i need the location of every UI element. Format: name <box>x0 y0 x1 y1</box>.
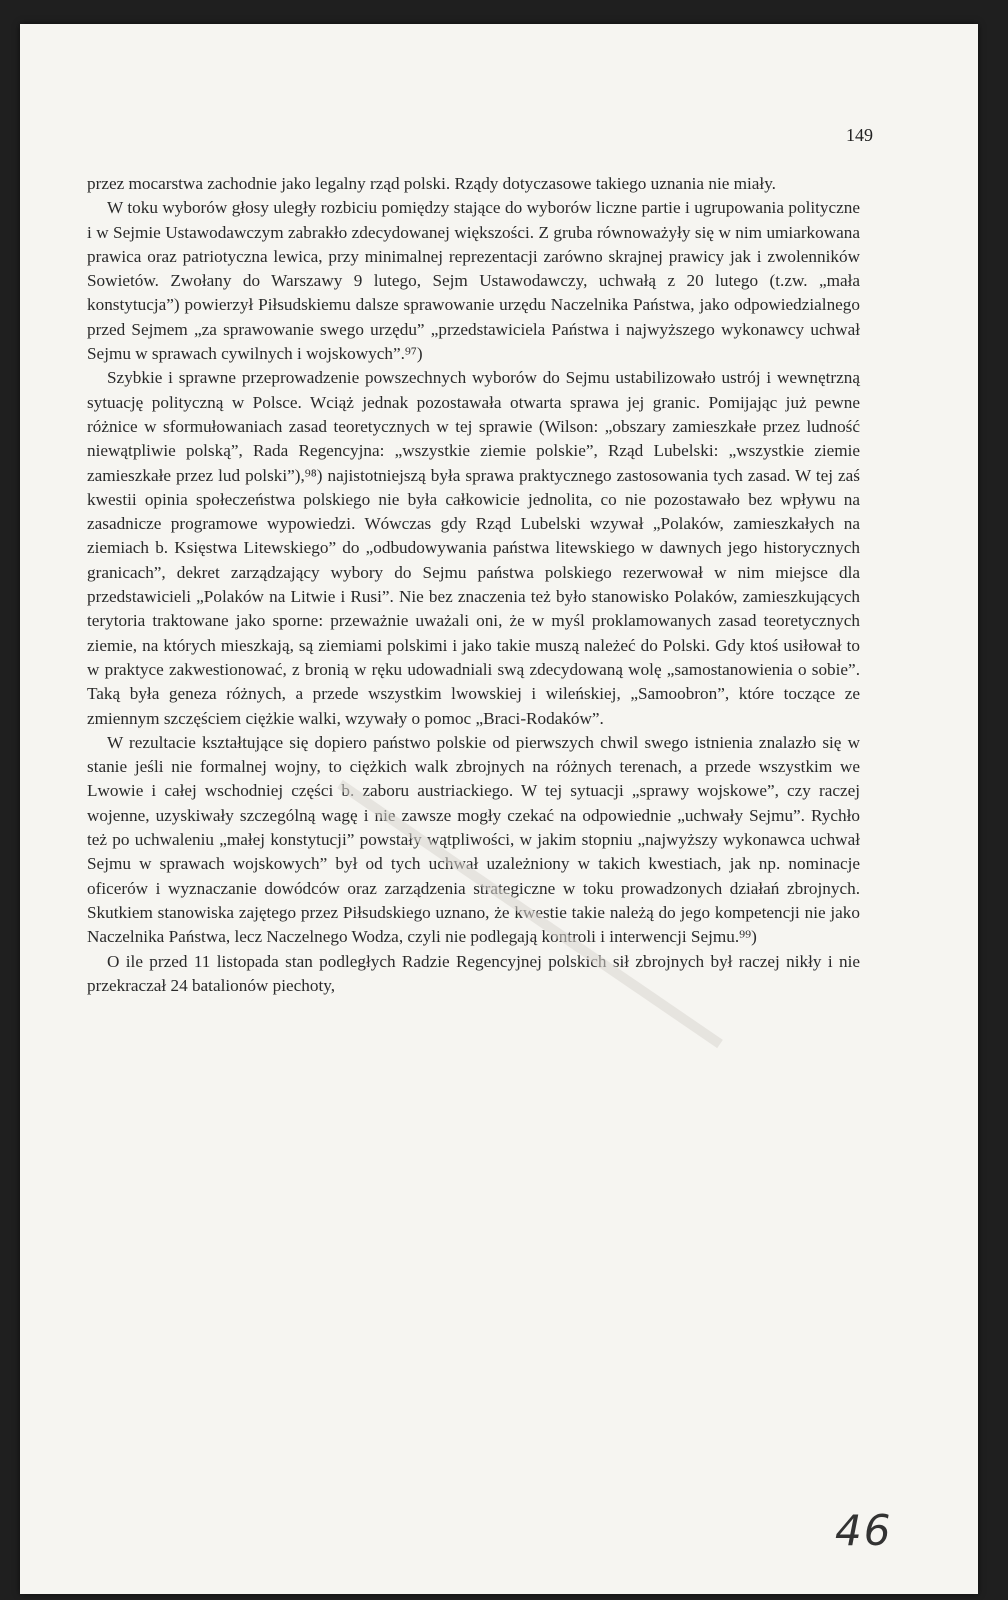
page-number: 149 <box>846 125 873 145</box>
handwritten-note: 46 <box>835 1506 893 1555</box>
document-page <box>20 24 978 1594</box>
paragraph-2: W toku wyborów głosy uległy rozbiciu pomiędzy stające do wyborów liczne partie i ugrupowania polityczne i w Sejmie Ustawodawczym zabrakło zdecydowanej większości. Z gruba równoważyły się w nim umiarkowana prawica oraz patriotyczna lewica, przy minimalnej reprezentacji zarówno skrajnej prawicy jak i zwolenników Sowietów. Zwołany do Warszawy 9 lutego, Sejm Ustawodawczy, uchwałą z 20 lutego (t.zw. „mała konstytucja”) powierzył Piłsudskiemu dalsze sprawowanie urzędu Naczelnika Państwa, jako odpowiedzialnego przed Sejmem „za sprawowanie swego urzędu” „przedstawiciela Państwa i najwyższego wykonawcy uchwał Sejmu w sprawach cywilnych i wojskowych”.⁹⁷) <box>87 198 860 364</box>
paragraph-4: W rezultacie kształtujące się dopiero państwo polskie od pierwszych chwil swego istnienia znalazło się w stanie jeśli nie formalnej wojny, to ciężkich walk zbrojnych na różnych terenach, a przede wszystkim we Lwowie i całej wschodniej części b. zaboru austriackiego. W tej sytuacji „sprawy wojskowe”, czy raczej wojenne, uzyskiwały szczególną wagę i nie zawsze mogły czekać na odpowiednie „uchwały Sejmu”. Rychło też po uchwaleniu „małej konstytucji” powstały wątpliwości, w jakim stopniu „najwyższy wykonawca uchwał Sejmu w sprawach wojskowych” był od tych uchwał uzależniony w takich kwestiach, jak np. nominacje oficerów i wyznaczanie dowódców oraz zarządzenia strategiczne w toku prowadzonych działań zbrojnych. Skutkiem stanowiska zajętego przez Piłsudskiego uznano, że kwestie takie należą do jego kompetencji nie jako Naczelnika Państwa, lecz Naczelnego Wodza, czyli nie podlegają kontroli i interwencji Sejmu.⁹⁹) <box>87 732 860 947</box>
paragraph-5: O ile przed 11 listopada stan podległych Radzie Regencyjnej polskich sił zbrojnych był raczej nikły i nie przekraczał 24 batalionów piechoty, <box>87 951 860 995</box>
paragraph-3: Szybkie i sprawne przeprowadzenie powszechnych wyborów do Sejmu ustabilizowało ustrój i wewnętrzną sytuację polityczną w Polsce. Wciąż jednak pozostawała otwarta sprawa jej granic. Pomijając już pewne różnice w sformułowaniach zasad teoretycznych w tej sprawie (Wilson: „obszary zamieszkałe przez ludność niewątpliwie polską”, Rada Regencyjna: „wszystkie ziemie polskie”, Rząd Lubelski: „wszystkie ziemie zamieszkałe przez lud polski”),⁹⁸) najistotniejszą była sprawa praktycznego zastosowania tych zasad. W tej zaś kwestii opinia społeczeństwa polskiego nie była całkowicie jednolita, co nie pozostawało bez wpływu na zasadnicze programowe wypowiedzi. Wówczas gdy Rząd Lubelski wzywał „Polaków, zamieszkałych na ziemiach b. Księstwa Litewskiego” do „odbudowywania państwa litewskiego w dawnych jego historycznych granicach”, dekret zarządzający wybory do Sejmu państwa polskiego rezerwował w nim miejsce dla przedstawicieli „Polaków na Litwie i Rusi”. Nie bez znaczenia też było stanowisko Polaków, zamieszkujących terytoria traktowane jako sporne: przeważnie uważali oni, że w myśl proklamowanych zasad teoretycznych ziemie, na których mieszkają, są ziemiami polskimi i jako takie muszą należeć do Polski. Gdy ktoś usiłował to w praktyce zakwestionować, z bronią w ręku udowadniali swą zdecydowaną wolę „samostanowienia o sobie”. Taką była geneza różnych, a przede wszystkim lwowskiej i wileńskiej, „Samoobron”, które toczące ze zmiennym szczęściem ciężkie walki, wzywały o pomoc „Braci-Rodaków”. <box>87 368 860 728</box>
body-text <box>87 172 860 998</box>
paragraph-1: przez mocarstwa zachodnie jako legalny rząd polski. Rządy dotyczasowe takiego uznania nie miały. <box>87 174 776 193</box>
